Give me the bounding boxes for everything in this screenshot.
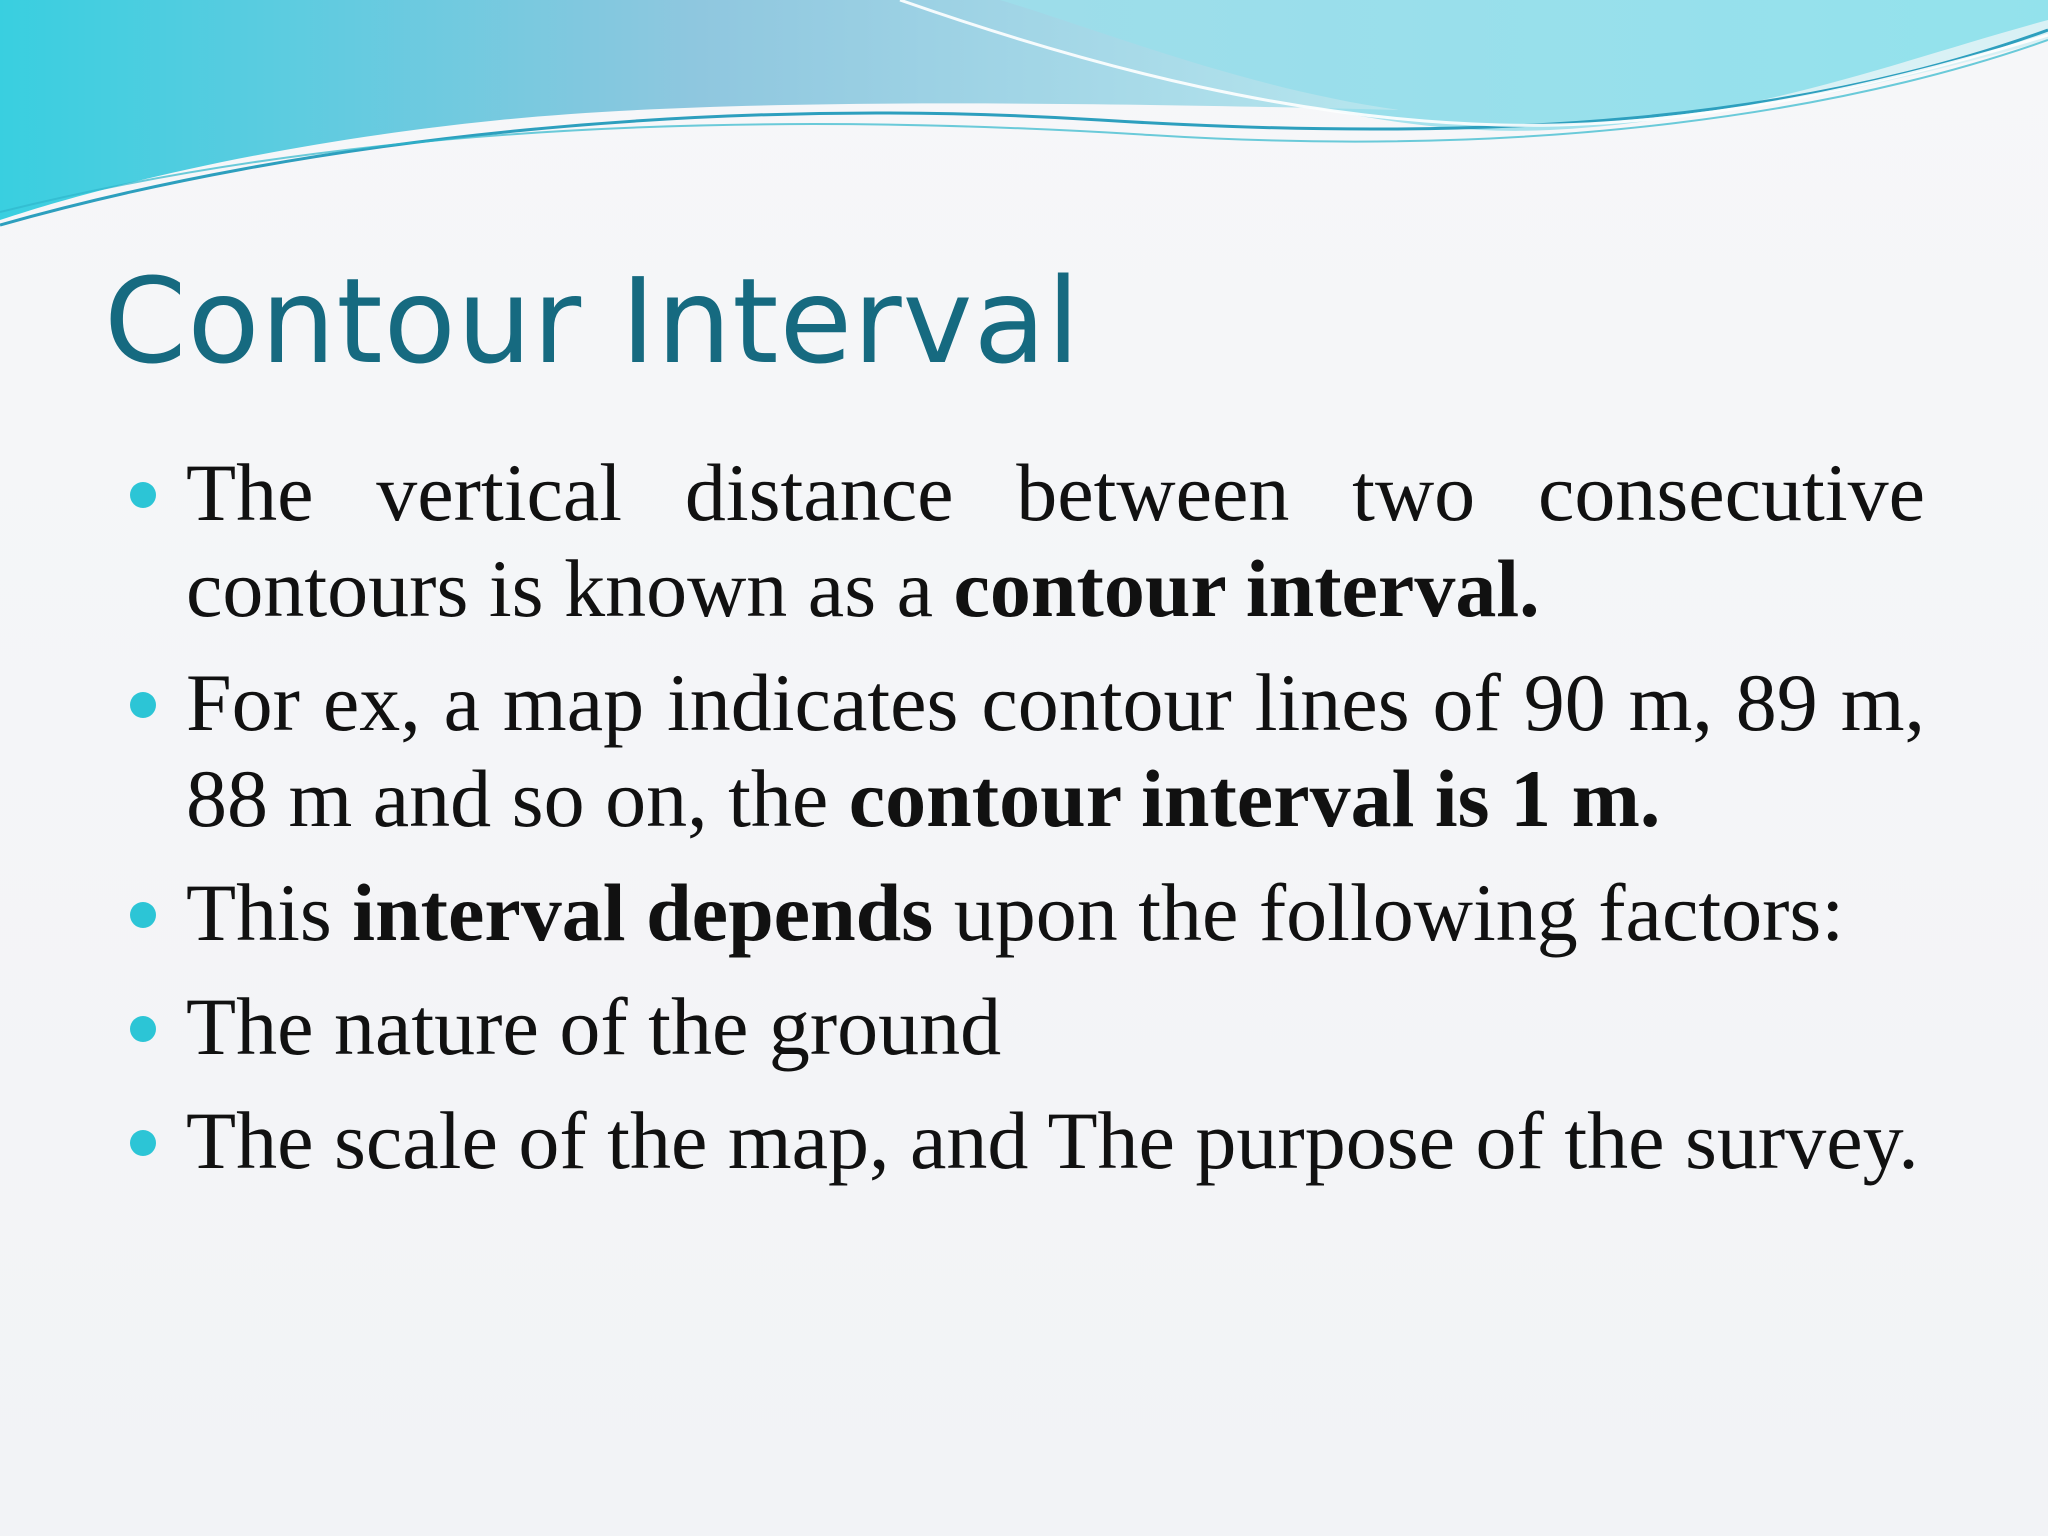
bullet-dot-icon bbox=[130, 692, 156, 718]
bullet-item bbox=[130, 655, 1925, 847]
bullet-dot-icon bbox=[130, 1130, 156, 1156]
bullet-text: This bbox=[186, 867, 353, 958]
header-wave-decoration bbox=[0, 0, 2048, 240]
bullet-text: The nature of the ground bbox=[186, 981, 1002, 1072]
bullet-bold-text: contour interval is 1 m. bbox=[848, 753, 1661, 844]
bullet-text: The scale of the map, and The purpose of the survey. bbox=[186, 1095, 1919, 1186]
bullet-list bbox=[130, 445, 1925, 1207]
bullet-dot-icon bbox=[130, 902, 156, 928]
bullet-item bbox=[130, 1093, 1925, 1189]
bullet-dot-icon bbox=[130, 1016, 156, 1042]
slide-title: Contour Interval bbox=[104, 252, 1081, 390]
bullet-item bbox=[130, 979, 1925, 1075]
bullet-item bbox=[130, 865, 1925, 961]
bullet-bold-text: interval depends bbox=[352, 867, 934, 958]
bullet-text-after: upon the following factors: bbox=[933, 867, 1845, 958]
bullet-dot-icon bbox=[130, 482, 156, 508]
bullet-text: For ex, a map indicates contour lines of 90 m, 89 m, 88 m and so on, the bbox=[186, 657, 1925, 844]
bullet-bold-text: contour interval. bbox=[953, 543, 1540, 634]
bullet-item bbox=[130, 445, 1925, 637]
bullet-text: The vertical distance between two consecutive contours is known as a bbox=[186, 447, 1925, 634]
